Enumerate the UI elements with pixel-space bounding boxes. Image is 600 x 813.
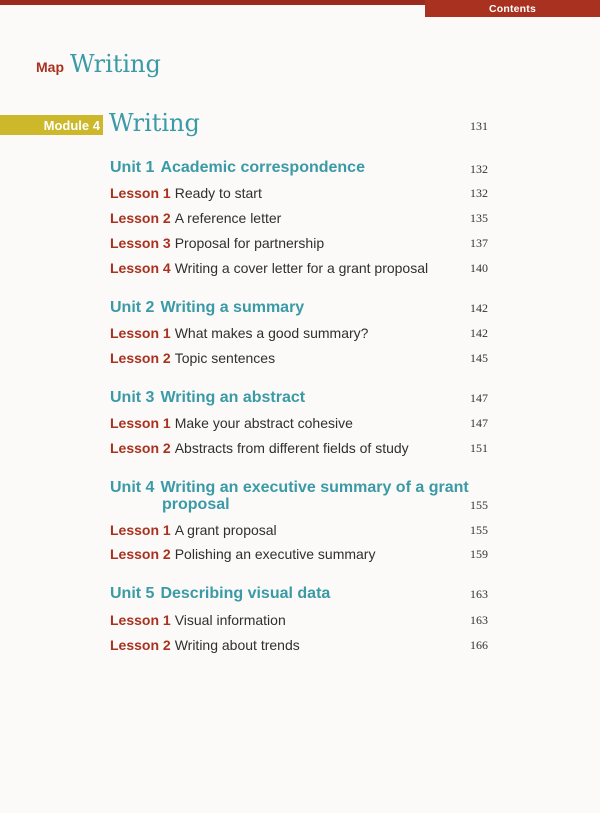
lesson-page-number: 155: [470, 523, 488, 537]
lesson-page-number: 142: [470, 326, 488, 340]
lesson-row[interactable]: [110, 414, 470, 432]
lesson-page-number: 135: [470, 211, 488, 225]
lesson-title: Proposal for partnership: [174, 235, 325, 251]
lesson-row[interactable]: [110, 209, 470, 227]
lesson-row[interactable]: [110, 324, 470, 342]
lesson-row[interactable]: [110, 636, 470, 654]
lesson-row[interactable]: [110, 521, 470, 539]
lesson-page-number: 145: [470, 351, 488, 365]
unit-heading[interactable]: [110, 585, 450, 602]
lesson-page-number: 140: [470, 261, 488, 275]
map-heading: [36, 50, 161, 80]
lesson-title: What makes a good summary?: [174, 325, 369, 341]
lesson-label: Lesson 2: [110, 210, 171, 226]
lesson-row[interactable]: [110, 545, 470, 563]
unit-page-number: 155: [470, 498, 488, 512]
unit-page-number: 142: [470, 301, 488, 315]
map-prefix: Map: [36, 59, 64, 75]
lesson-label: Lesson 1: [110, 185, 171, 201]
lesson-page-number: 163: [470, 613, 488, 627]
lesson-title: Make your abstract cohesive: [174, 415, 353, 431]
module-row[interactable]: [0, 107, 600, 141]
lesson-page-number: 132: [470, 186, 488, 200]
lesson-label: Lesson 1: [110, 415, 171, 431]
unit-label: Unit 5: [110, 585, 155, 602]
module-page-number: 131: [470, 119, 488, 133]
lesson-label: Lesson 1: [110, 612, 171, 628]
lesson-label: Lesson 1: [110, 325, 171, 341]
map-title: Writing: [70, 50, 161, 78]
unit-page-number: 163: [470, 587, 488, 601]
module-badge: Module 4: [0, 115, 103, 135]
lesson-label: Lesson 2: [110, 637, 171, 653]
contents-tab[interactable]: Contents: [425, 0, 600, 17]
lesson-page-number: 137: [470, 236, 488, 250]
lesson-row[interactable]: [110, 234, 470, 252]
lesson-title: A grant proposal: [174, 522, 277, 538]
lesson-label: Lesson 2: [110, 546, 171, 562]
unit-heading[interactable]: [110, 299, 450, 316]
lesson-title: Abstracts from different fields of study: [174, 440, 409, 456]
lesson-title: A reference letter: [174, 210, 282, 226]
unit-heading[interactable]: [110, 479, 492, 513]
lesson-row[interactable]: [110, 611, 470, 629]
unit-heading[interactable]: [110, 159, 450, 176]
lesson-row[interactable]: [110, 184, 470, 202]
unit-page-number: 147: [470, 391, 488, 405]
module-title: Writing: [109, 109, 200, 137]
unit-title: Writing an executive summary of a grant proposal: [160, 479, 469, 513]
lesson-page-number: 147: [470, 416, 488, 430]
lesson-title: Polishing an executive summary: [174, 546, 376, 562]
lesson-row[interactable]: [110, 259, 470, 277]
unit-page-number: 132: [470, 162, 488, 176]
unit-title: Describing visual data: [160, 585, 331, 602]
lesson-title: Topic sentences: [174, 350, 276, 366]
lesson-page-number: 151: [470, 441, 488, 455]
unit-label: Unit 4: [110, 479, 155, 496]
lesson-label: Lesson 1: [110, 522, 171, 538]
unit-label: Unit 2: [110, 299, 155, 316]
lesson-title: Writing about trends: [174, 637, 300, 653]
unit-title: Academic correspondence: [160, 159, 365, 176]
unit-label: Unit 3: [110, 389, 155, 406]
lesson-label: Lesson 3: [110, 235, 171, 251]
lesson-page-number: 166: [470, 638, 488, 652]
lesson-label: Lesson 2: [110, 350, 171, 366]
unit-label: Unit 1: [110, 159, 155, 176]
lesson-label: Lesson 4: [110, 260, 171, 276]
lesson-row[interactable]: [110, 349, 470, 367]
lesson-title: Writing a cover letter for a grant proposal: [174, 260, 429, 276]
unit-title: Writing a summary: [160, 299, 305, 316]
lesson-label: Lesson 2: [110, 440, 171, 456]
lesson-page-number: 159: [470, 547, 488, 561]
unit-title: Writing an abstract: [160, 389, 306, 406]
unit-heading[interactable]: [110, 389, 450, 406]
lesson-row[interactable]: [110, 439, 470, 457]
lesson-title: Visual information: [174, 612, 286, 628]
lesson-title: Ready to start: [174, 185, 262, 201]
